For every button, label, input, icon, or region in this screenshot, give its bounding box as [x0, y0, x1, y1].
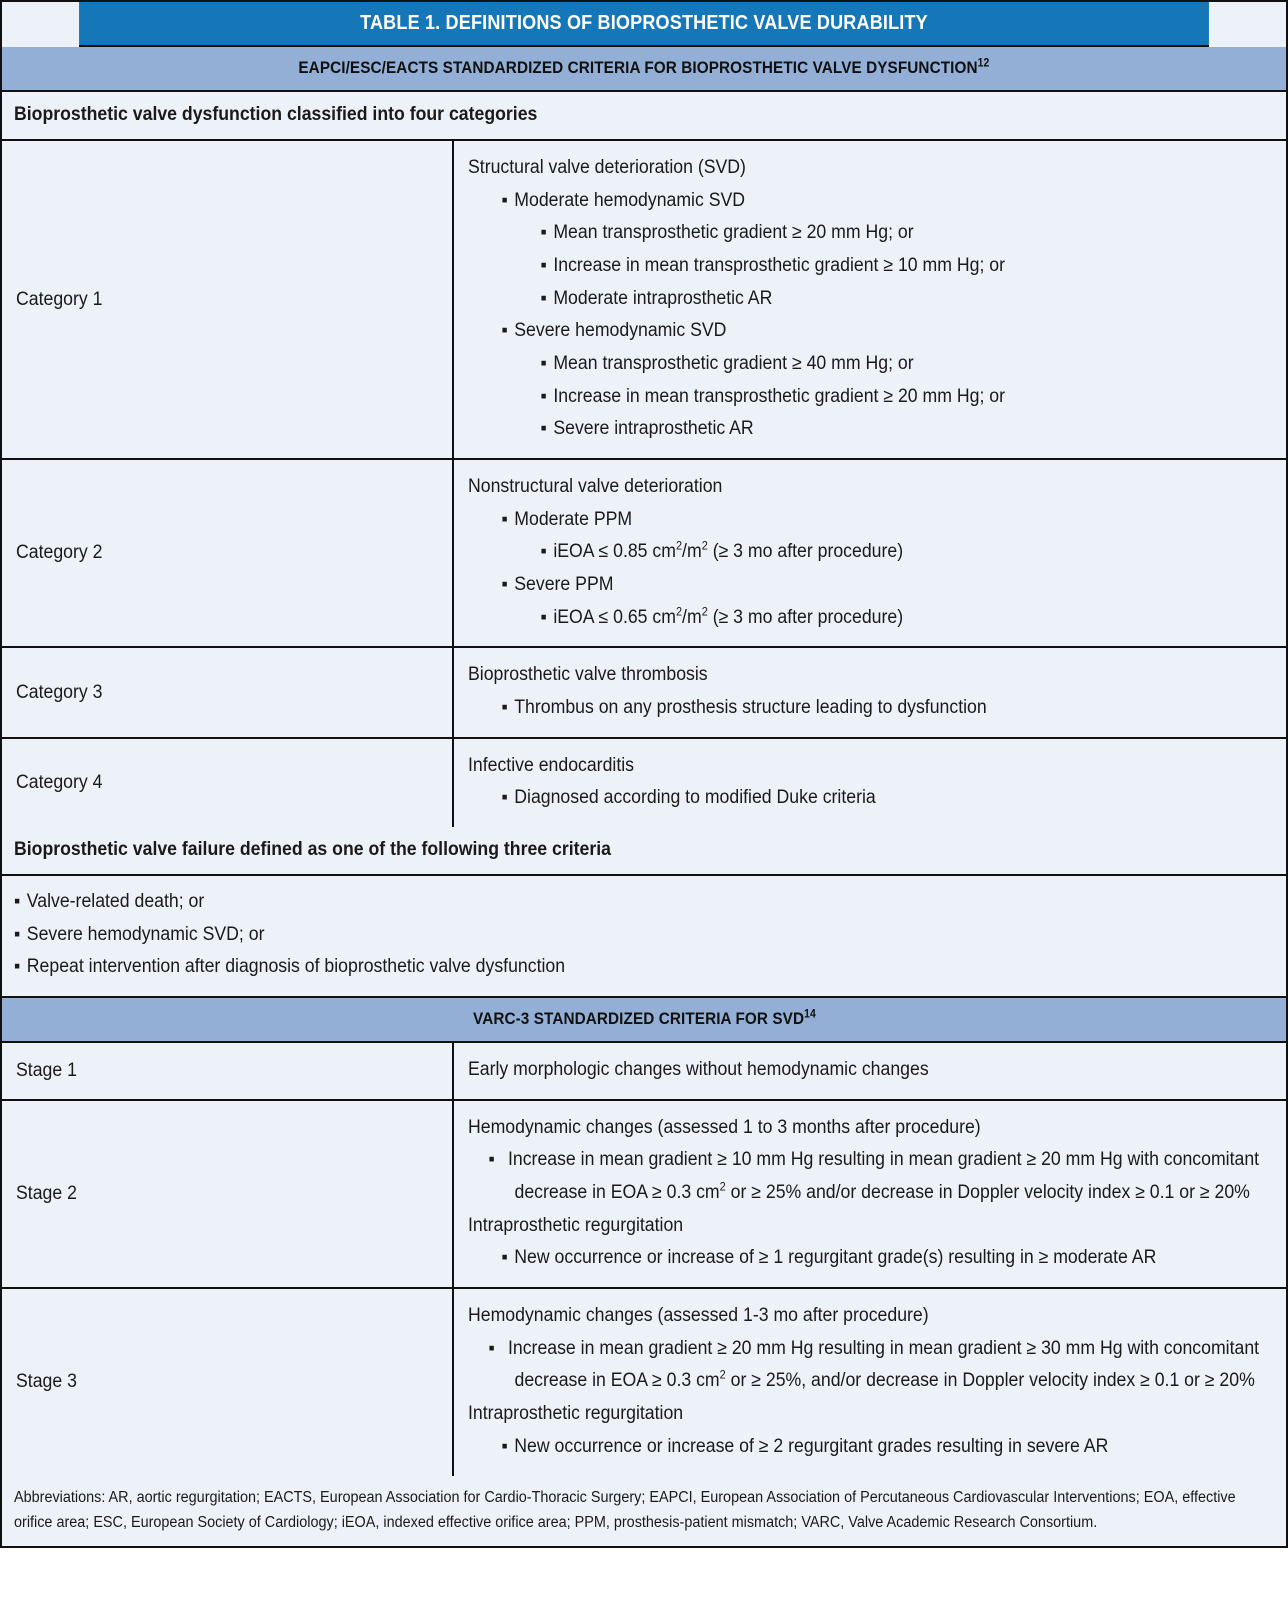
criteria-line — [468, 750, 1272, 783]
abbreviations-footnote — [2, 1476, 1286, 1546]
criteria-line — [501, 1242, 1271, 1275]
criteria-line — [468, 152, 1272, 185]
criteria-text: Thrombus on any prosthesis structure leading to dysfunction — [514, 697, 987, 719]
criteria-text: New occurrence or increase of ≥ 2 regurgitant grades resulting in severe AR — [514, 1435, 1109, 1457]
criteria-text: iEOA ≤ 0.85 $cm^2/m^2$ (≥ 3 mo after procedure) — [553, 540, 904, 563]
bullet-icon: ▪ — [501, 574, 508, 596]
section-band-eapci-superscript: 12 — [977, 57, 990, 70]
category-body-cell — [454, 648, 1286, 736]
stage-body-content — [468, 1112, 1272, 1275]
criteria-line — [541, 602, 1272, 635]
criteria-line — [501, 185, 1271, 218]
bullet-icon: ▪ — [540, 418, 547, 440]
criteria-text: Valve-related death; or — [26, 891, 205, 913]
criteria-text: Diagnosed according to modified Duke criteria — [514, 787, 876, 809]
table-row — [2, 1101, 1286, 1289]
category-body-cell — [454, 141, 1286, 458]
criteria-text: Intraprosthetic regurgitation — [468, 1403, 684, 1425]
category-label-text: Category 3 — [16, 681, 103, 703]
criteria-text: Mean transprosthetic gradient ≥ 40 mm Hg; or — [553, 353, 914, 375]
category-body-content — [468, 659, 1272, 724]
subhead-failure — [2, 827, 1286, 876]
stage-body-content — [468, 1054, 1272, 1087]
section-band-eapci — [2, 47, 1286, 92]
category-body-cell — [454, 739, 1286, 827]
bullet-icon: ▪ — [14, 923, 21, 945]
bullet-icon: ▪ — [501, 1435, 508, 1457]
bullet-icon: ▪ — [501, 1247, 508, 1269]
criteria-line — [501, 504, 1271, 537]
criteria-text: Repeat intervention after diagnosis of bioprosthetic valve dysfunction — [26, 956, 566, 978]
criteria-text: Nonstructural valve deterioration — [468, 476, 723, 498]
stage-label-cell — [2, 1289, 454, 1475]
criteria-line — [501, 315, 1271, 348]
subhead-dysfunction — [2, 92, 1286, 141]
bullet-icon: ▪ — [540, 255, 547, 277]
criteria-line — [468, 1398, 1272, 1431]
bullet-icon: ▪ — [501, 508, 508, 530]
criteria-text: Increase in mean transprosthetic gradient ≥ 20 mm Hg; or — [553, 385, 1005, 407]
criteria-line — [541, 250, 1272, 283]
criteria-text: Bioprosthetic valve thrombosis — [468, 664, 708, 686]
criteria-text: Increase in mean transprosthetic gradient ≥ 10 mm Hg; or — [553, 255, 1005, 277]
bullet-icon: ▪ — [540, 353, 547, 375]
criteria-line — [501, 782, 1271, 815]
category-body-cell — [454, 460, 1286, 646]
bullet-icon: ▪ — [540, 385, 547, 407]
category-label-text: Category 4 — [16, 771, 103, 793]
criteria-text: Severe hemodynamic SVD; or — [26, 923, 265, 945]
table-title: TABLE 1. DEFINITIONS OF BIOPROSTHETIC VALVE DURABILITY — [79, 2, 1209, 47]
category-label-cell — [2, 460, 454, 646]
criteria-text: Increase in mean gradient ≥ 20 mm Hg resulting in mean gradient ≥ 30 mm Hg with concomitant decrease in EOA ≥ 0.3 $cm^2$ or ≥ 25%, and/or decrease in Doppler velocity index ≥ 0.1 or ≥ 20% — [507, 1337, 1260, 1392]
section-band-eapci-label: EAPCI/ESC/EACTS STANDARDIZED CRITERIA FOR BIOPROSTHETIC VALVE DYSFUNCTION — [298, 58, 978, 77]
bullet-icon: ▪ — [540, 606, 547, 628]
categories-group — [2, 141, 1286, 827]
subhead-failure-label: Bioprosthetic valve failure defined as one of the following three criteria — [14, 839, 611, 861]
table-row — [2, 648, 1286, 738]
category-label-text: Category 1 — [16, 288, 103, 310]
criteria-line — [468, 1054, 1272, 1087]
stage-body-content — [468, 1300, 1272, 1463]
category-body-content — [468, 471, 1272, 634]
category-label-cell — [2, 648, 454, 736]
stage-label-text: Stage 2 — [16, 1182, 77, 1204]
criteria-text: Early morphologic changes without hemodynamic changes — [468, 1059, 929, 1081]
stage-label-cell — [2, 1043, 454, 1099]
stages-group — [2, 1043, 1286, 1475]
criteria-text: Moderate hemodynamic SVD — [514, 189, 746, 211]
failure-criteria-list — [14, 886, 1274, 984]
failure-criteria-row — [2, 876, 1286, 998]
criteria-text: Severe PPM — [514, 574, 614, 596]
criteria-line — [14, 951, 1274, 984]
criteria-text: Mean transprosthetic gradient ≥ 20 mm Hg; or — [553, 222, 914, 244]
criteria-text: Structural valve deterioration (SVD) — [468, 157, 746, 178]
bullet-icon: ▪ — [540, 222, 547, 244]
table-row — [2, 460, 1286, 648]
bullet-icon: ▪ — [14, 891, 21, 913]
stage-label-cell — [2, 1101, 454, 1287]
criteria-line — [541, 381, 1272, 414]
bullet-icon: ▪ — [501, 189, 508, 211]
bullet-icon: ▪ — [501, 697, 508, 719]
criteria-text: iEOA ≤ 0.65 $cm^2/m^2$ (≥ 3 mo after procedure) — [553, 605, 904, 628]
subhead-dysfunction-label: Bioprosthetic valve dysfunction classified into four categories — [14, 104, 538, 125]
criteria-line: ▪ Increase in mean gradient ≥ 10 mm Hg resulting in mean gradient ≥ 20 mm Hg with concomitant decrease in EOA ≥ 0.3 $cm^2$ or ≥ 25% and/or decrease in Doppler velocity index ≥ 0.1 or ≥ 20% — [488, 1149, 1260, 1204]
criteria-line — [468, 1210, 1272, 1243]
criteria-line — [468, 659, 1272, 692]
bullet-icon: ▪ — [501, 787, 508, 809]
criteria-text: New occurrence or increase of ≥ 1 regurgitant grade(s) resulting in ≥ moderate AR — [514, 1247, 1157, 1269]
bullet-icon: ▪ — [540, 287, 547, 309]
criteria-text: Intraprosthetic regurgitation — [468, 1214, 684, 1236]
category-label-cell — [2, 739, 454, 827]
stage-label-text: Stage 1 — [16, 1059, 77, 1081]
category-body-content — [468, 152, 1272, 446]
criteria-text: Hemodynamic changes (assessed 1-3 mo after procedure) — [468, 1305, 929, 1327]
section-band-varc3 — [2, 998, 1286, 1043]
category-label-cell — [2, 141, 454, 458]
criteria-line — [541, 536, 1272, 569]
criteria-text: Moderate intraprosthetic AR — [553, 287, 773, 309]
table-row — [2, 739, 1286, 827]
table-row — [2, 141, 1286, 460]
criteria-line — [541, 217, 1272, 250]
criteria-line — [501, 569, 1271, 602]
criteria-line — [468, 471, 1272, 504]
bullet-icon: ▪ — [540, 541, 547, 563]
stage-body-cell — [454, 1043, 1286, 1099]
criteria-line — [541, 348, 1272, 381]
criteria-line — [541, 283, 1272, 316]
bullet-icon: ▪ — [501, 320, 508, 342]
stage-body-cell — [454, 1101, 1286, 1287]
criteria-text: Infective endocarditis — [468, 754, 635, 776]
table-row — [2, 1289, 1286, 1475]
criteria-text: Increase in mean gradient ≥ 10 mm Hg resulting in mean gradient ≥ 20 mm Hg with concomitant decrease in EOA ≥ 0.3 $cm^2$ or ≥ 25% and/or decrease in Doppler velocity index ≥ 0.1 or ≥ 20% — [507, 1149, 1260, 1204]
criteria-line: ▪ Increase in mean gradient ≥ 20 mm Hg resulting in mean gradient ≥ 30 mm Hg with concomitant decrease in EOA ≥ 0.3 $cm^2$ or ≥ 25%, and/or decrease in Doppler velocity index ≥ 0.1 or ≥ 20% — [488, 1337, 1260, 1392]
criteria-line — [541, 413, 1272, 446]
criteria-line — [501, 692, 1271, 725]
criteria-text: Severe intraprosthetic AR — [553, 418, 754, 440]
section-band-varc3-superscript: 14 — [803, 1008, 816, 1021]
section-band-varc3-label: VARC-3 STANDARDIZED CRITERIA FOR SVD — [472, 1009, 804, 1029]
criteria-line — [468, 1112, 1272, 1145]
criteria-text: Severe hemodynamic SVD — [514, 320, 727, 342]
stage-body-cell — [454, 1289, 1286, 1475]
bullet-icon: ▪ — [14, 956, 21, 978]
category-body-content — [468, 750, 1272, 815]
criteria-line — [14, 886, 1274, 919]
criteria-line — [501, 1431, 1271, 1464]
abbreviations-text: Abbreviations: AR, aortic regurgitation; EACTS, European Association for Cardio-Thoracic Surgery; EAPCI, European Association of Percutaneous Cardiovascular Interventions; EOA, effective orifice area; ESC, European Society of Cardiology; iEOA, indexed effective orifice area; PPM, prosthesis-patient mismatch; VARC, Valve Academic Research Consortium. — [14, 1488, 1236, 1531]
criteria-line — [468, 1300, 1272, 1333]
category-label-text: Category 2 — [16, 542, 103, 564]
table-row — [2, 1043, 1286, 1101]
stage-label-text: Stage 3 — [16, 1371, 77, 1393]
criteria-text: Hemodynamic changes (assessed 1 to 3 months after procedure) — [468, 1116, 981, 1138]
criteria-line — [14, 919, 1274, 952]
criteria-text: Moderate PPM — [514, 508, 633, 530]
